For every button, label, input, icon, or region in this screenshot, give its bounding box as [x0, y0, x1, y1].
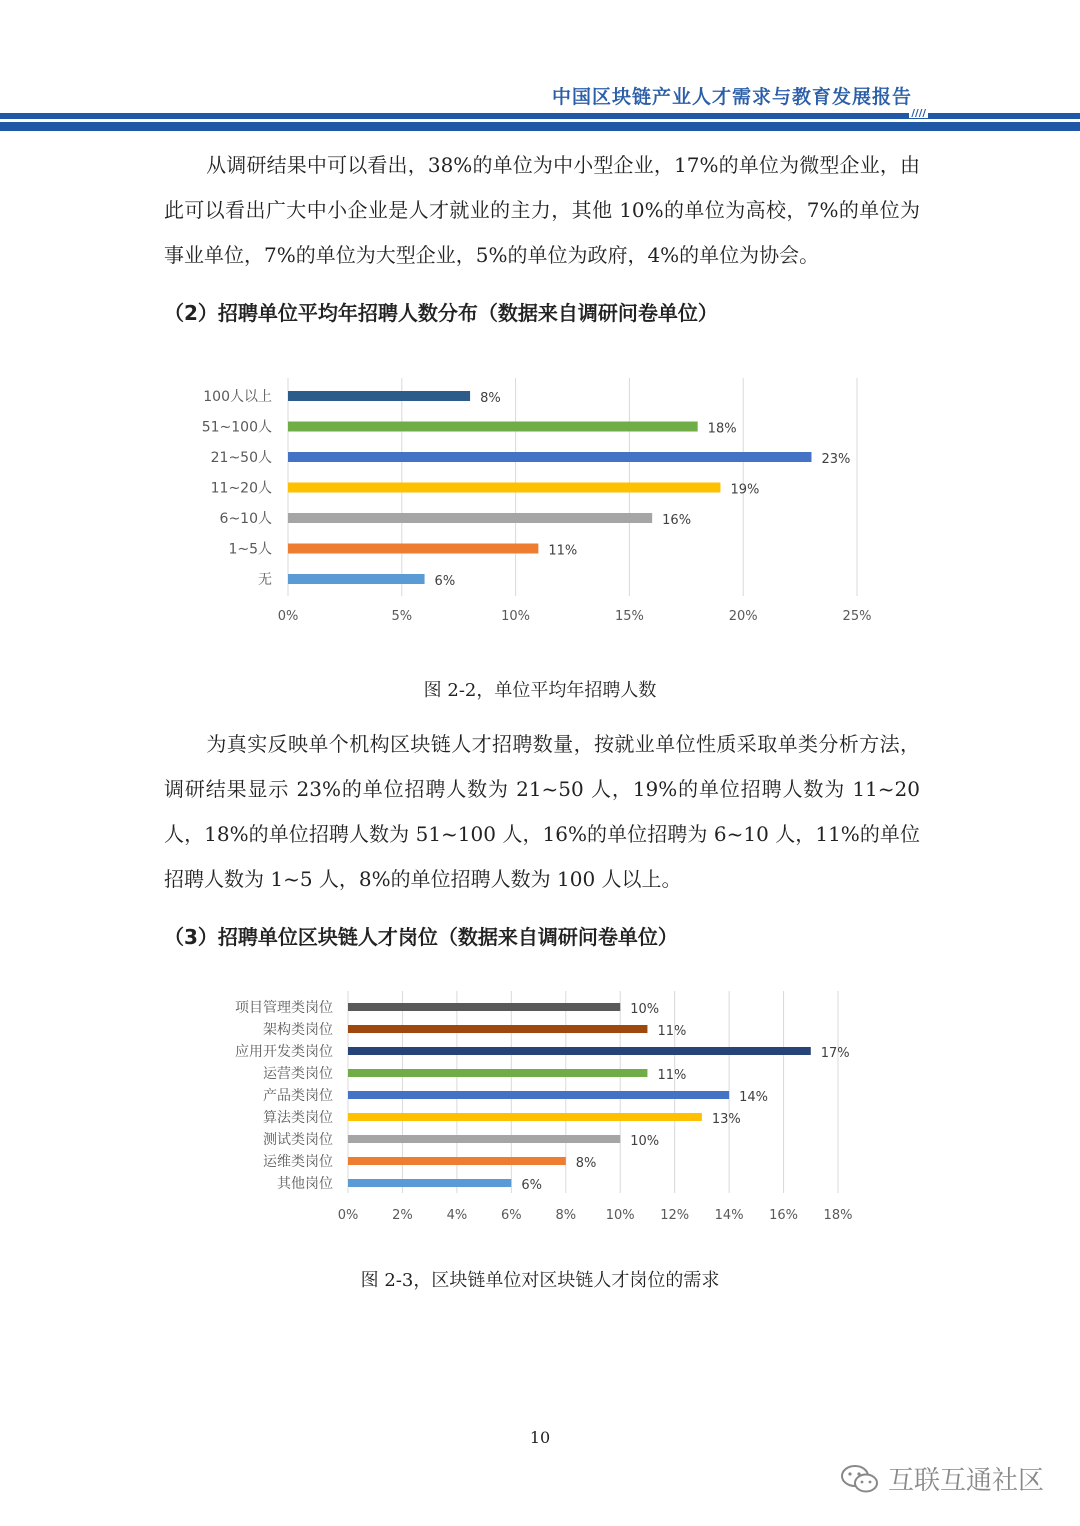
job-positions-category-label: 产品类岗位: [263, 1088, 333, 1105]
recruit-count-data-label: 16%: [662, 512, 692, 528]
report-header-title: 中国区块链产业人才需求与教育发展报告: [551, 86, 912, 108]
paragraph-2: [164, 722, 920, 902]
job-positions-data-label: 10%: [630, 1133, 660, 1149]
paragraph-1: [164, 143, 920, 278]
job-positions-category-label: 运营类岗位: [263, 1066, 333, 1083]
job-positions-bar: [348, 1047, 811, 1055]
job-positions-data-label: 17%: [820, 1045, 850, 1061]
recruit-count-data-label: 18%: [707, 421, 737, 437]
job-positions-category-label: 应用开发类岗位: [235, 1044, 333, 1061]
recruit-count-category-label: 6~10人: [219, 511, 272, 528]
job-positions-data-label: 13%: [711, 1111, 741, 1127]
chart-job-positions-svg: [0, 985, 1080, 1225]
recruit-count-x-tick-label: 15%: [614, 609, 644, 624]
recruit-count-category-label: 无: [258, 572, 272, 589]
job-positions-x-tick-label: 16%: [769, 1208, 799, 1223]
page-number: 10: [529, 1428, 551, 1447]
figure-caption-2-2: 图 2-2，单位平均年招聘人数: [423, 680, 657, 701]
recruit-count-category-label: 100人以上: [203, 389, 272, 406]
recruit-count-bar: [288, 422, 698, 432]
recruit-count-bar: [288, 544, 538, 554]
recruit-count-x-tick-label: 10%: [501, 609, 531, 624]
chart-job-positions: [0, 985, 1080, 1225]
job-positions-bar: [348, 1179, 511, 1187]
job-positions-x-tick-label: 2%: [392, 1208, 413, 1223]
recruit-count-category-label: 11~20人: [210, 480, 272, 497]
job-positions-bar: [348, 1003, 620, 1011]
recruit-count-category-label: 51~100人: [201, 419, 272, 436]
job-positions-data-label: 6%: [521, 1177, 542, 1193]
job-positions-data-label: 10%: [630, 1001, 660, 1017]
recruit-count-bar: [288, 452, 811, 462]
job-positions-category-label: 其他岗位: [277, 1176, 333, 1193]
recruit-count-category-label: 1~5人: [228, 541, 272, 558]
job-positions-data-label: 8%: [575, 1155, 597, 1171]
chart-recruit-count: [0, 370, 1080, 635]
job-positions-category-label: 测试类岗位: [263, 1132, 333, 1149]
recruit-count-data-label: 8%: [480, 390, 501, 406]
recruit-count-data-label: 19%: [730, 482, 760, 498]
recruit-count-data-label: 6%: [434, 573, 456, 589]
chart-recruit-count-svg: [0, 370, 1080, 635]
recruit-count-data-label: 11%: [548, 543, 578, 559]
paragraph-2-text: 为真实反映单个机构区块链人才招聘数量，按就业单位性质采取单类分析方法，调研结果显示 23%的单位招聘人数为 21~50 人，19%的单位招聘人数为 11~20 人，18%的单位招聘人数为 51~100 人，16%的单位招聘为 6~10 人，11%的单位招聘人数为 1~5 人，8%的单位招聘人数为 100 人以上。: [164, 732, 920, 891]
header-rule-bottom: [0, 122, 1080, 131]
recruit-count-x-tick-label: 20%: [728, 609, 758, 624]
section-heading-2: （2）招聘单位平均年招聘人数分布（数据来自调研问卷单位）: [164, 301, 718, 325]
recruit-count-x-tick-label: 25%: [842, 609, 872, 624]
job-positions-data-label: 11%: [657, 1067, 687, 1083]
job-positions-x-tick-label: 18%: [823, 1208, 853, 1223]
job-positions-bar: [348, 1091, 729, 1099]
job-positions-x-tick-label: 6%: [501, 1208, 522, 1223]
recruit-count-bar: [288, 574, 425, 584]
paragraph-1-text: 从调研结果中可以看出，38%的单位为中小型企业，17%的单位为微型企业，由此可以看出广大中小企业是人才就业的主力，其他 10%的单位为高校，7%的单位为事业单位，7%的单位为大型企业，5%的单位为政府，4%的单位为协会。: [164, 153, 920, 267]
job-positions-bar: [348, 1069, 647, 1077]
job-positions-category-label: 算法类岗位: [263, 1110, 333, 1127]
recruit-count-x-tick-label: 0%: [277, 609, 299, 624]
job-positions-category-label: 运维类岗位: [263, 1154, 333, 1171]
job-positions-bar: [348, 1135, 620, 1143]
job-positions-x-tick-label: 0%: [337, 1208, 359, 1223]
figure-caption-2-3: 图 2-3，区块链单位对区块链人才岗位的需求: [360, 1270, 720, 1291]
recruit-count-category-label: 21~50人: [210, 450, 272, 467]
wechat-icon: [840, 1463, 880, 1495]
job-positions-category-label: 项目管理类岗位: [235, 1000, 333, 1017]
watermark: [840, 1460, 1044, 1497]
section-heading-3: （3）招聘单位区块链人才岗位（数据来自调研问卷单位）: [164, 925, 678, 949]
recruit-count-x-tick-label: 5%: [391, 609, 413, 624]
job-positions-x-tick-label: 12%: [660, 1208, 690, 1223]
job-positions-bar: [348, 1113, 702, 1121]
job-positions-x-tick-label: 10%: [605, 1208, 635, 1223]
job-positions-x-tick-label: 4%: [446, 1208, 468, 1223]
job-positions-data-label: 11%: [657, 1023, 687, 1039]
job-positions-x-tick-label: 14%: [714, 1208, 744, 1223]
job-positions-data-label: 14%: [739, 1089, 769, 1105]
job-positions-bar: [348, 1025, 647, 1033]
recruit-count-bar: [288, 391, 470, 401]
job-positions-bar: [348, 1157, 566, 1165]
watermark-text: 互联互通社区: [887, 1466, 1044, 1496]
job-positions-category-label: 架构类岗位: [263, 1022, 333, 1039]
recruit-count-bar: [288, 483, 720, 493]
header-rule-mark: ////: [911, 108, 926, 119]
recruit-count-data-label: 23%: [821, 451, 851, 467]
recruit-count-bar: [288, 513, 652, 523]
job-positions-x-tick-label: 8%: [555, 1208, 577, 1223]
